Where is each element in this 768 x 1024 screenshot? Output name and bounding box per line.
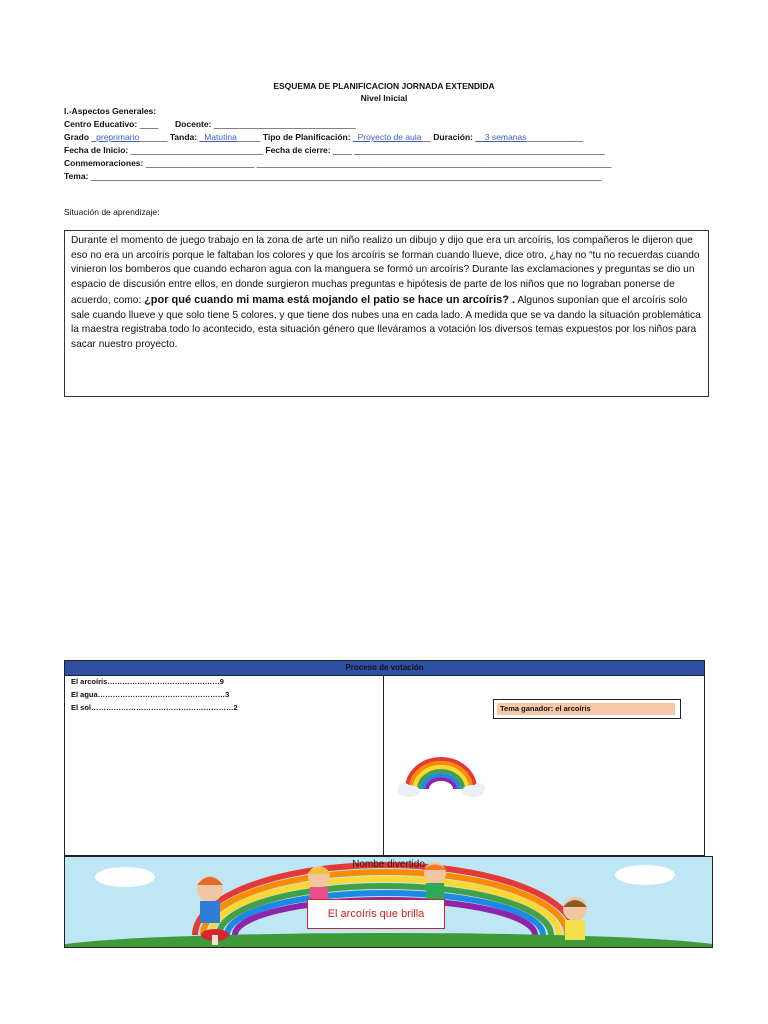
votacion-table <box>64 660 705 856</box>
tipo-field[interactable]: _Proyecto de aula <box>352 132 422 142</box>
situacion-question: ¿por qué cuando mi mama está mojando el patio se hace un arcoíris? . <box>144 293 516 306</box>
tema-field[interactable]: ____________________________________________________________________________________________________________ <box>90 171 602 181</box>
vote-item: El sol…………………………………………………2 <box>71 703 238 712</box>
page-title: ESQUEMA DE PLANIFICACION JORNADA EXTENDIDA <box>273 81 495 91</box>
votacion-header: Proceso de votación <box>65 661 704 676</box>
tema-row: Tema: ____________________________________________________________________________________________________________ <box>64 171 602 181</box>
fecha-cierre-field[interactable]: ____ _____________________________________________________ <box>332 145 605 155</box>
vote-item: El arcoíris………………………………………9 <box>71 677 224 686</box>
conmemoraciones-row: Conmemoraciones: _______________________ ___________________________________________________________________________ <box>64 158 612 168</box>
section-label: I.-Aspectos Generales: <box>64 106 157 116</box>
project-name: El arcoíris que brilla <box>307 899 445 929</box>
winner-box <box>493 699 681 719</box>
centro-field[interactable]: ____ <box>139 119 159 129</box>
vote-item: El agua……………………………………………3 <box>71 690 230 699</box>
votacion-results <box>65 675 384 855</box>
centro-docente-row: Centro Educativo: ____ Docente: ______________________________ <box>64 119 356 129</box>
nombre-banner <box>64 856 713 948</box>
fechas-row: Fecha de Inicio: ____________________________ Fecha de cierre: ____ _____________________________________________________ <box>64 145 605 155</box>
fecha-inicio-field[interactable]: ____________________________ <box>130 145 263 155</box>
docente-field[interactable]: ______________________________ <box>213 119 356 129</box>
tanda-field[interactable]: _Matutina <box>199 132 237 142</box>
rainbow-icon <box>395 749 487 799</box>
duracion-field[interactable]: __3 semanas <box>475 132 527 142</box>
situacion-text-box: Durante el momento de juego trabajo en la zona de arte un niño realizo un dibujo y dijo que era un arcoíris, los compañeros le dijeron que eso no era un arcoíris porque le faltaban los colores y que los arcoíris se forman cuando llueve, dice otro, ¿hay no “tu no recuerdas cuando vinieron los bomberos que cuando echaron agua con la manguera se formó un arcoíris? Durante las exclamaciones y preguntas se dio un espacio de discusión entre ellos, en donde surgieron muchas preguntas e hipótesis de parte de los niños que no lograban ponerse de acuerdo, como: ¿por qué cuando mi mama está mojando el patio se hace un arcoíris? . Algunos suponían que el arcoíris solo sale cuando llueve y que solo tiene 5 colores, y que tiene dos nubes una en cada lado. A medida que se va dando la situación problemática la maestra registraba todo lo acontecido, esta situación género que lleváramos a votación los diversos temas expuestos por los niños para sacar nuestro proyecto. <box>64 230 709 397</box>
winner-label: Tema ganador: el arcoíris <box>497 703 675 715</box>
grado-row: Grado _preprimario______ Tanda: _Matutina_____ Tipo de Planificación: _Proyecto de aula__ Duración: __3 semanas____________ <box>64 132 584 142</box>
situacion-label: Situación de aprendizaje: <box>64 207 160 217</box>
conmemoraciones-field[interactable]: _______________________ ___________________________________________________________________________ <box>145 158 612 168</box>
banner-title: Nombe divertido <box>352 859 425 870</box>
page-subtitle: Nivel Inicial <box>360 93 408 103</box>
grado-field[interactable]: _preprimario <box>91 132 140 142</box>
